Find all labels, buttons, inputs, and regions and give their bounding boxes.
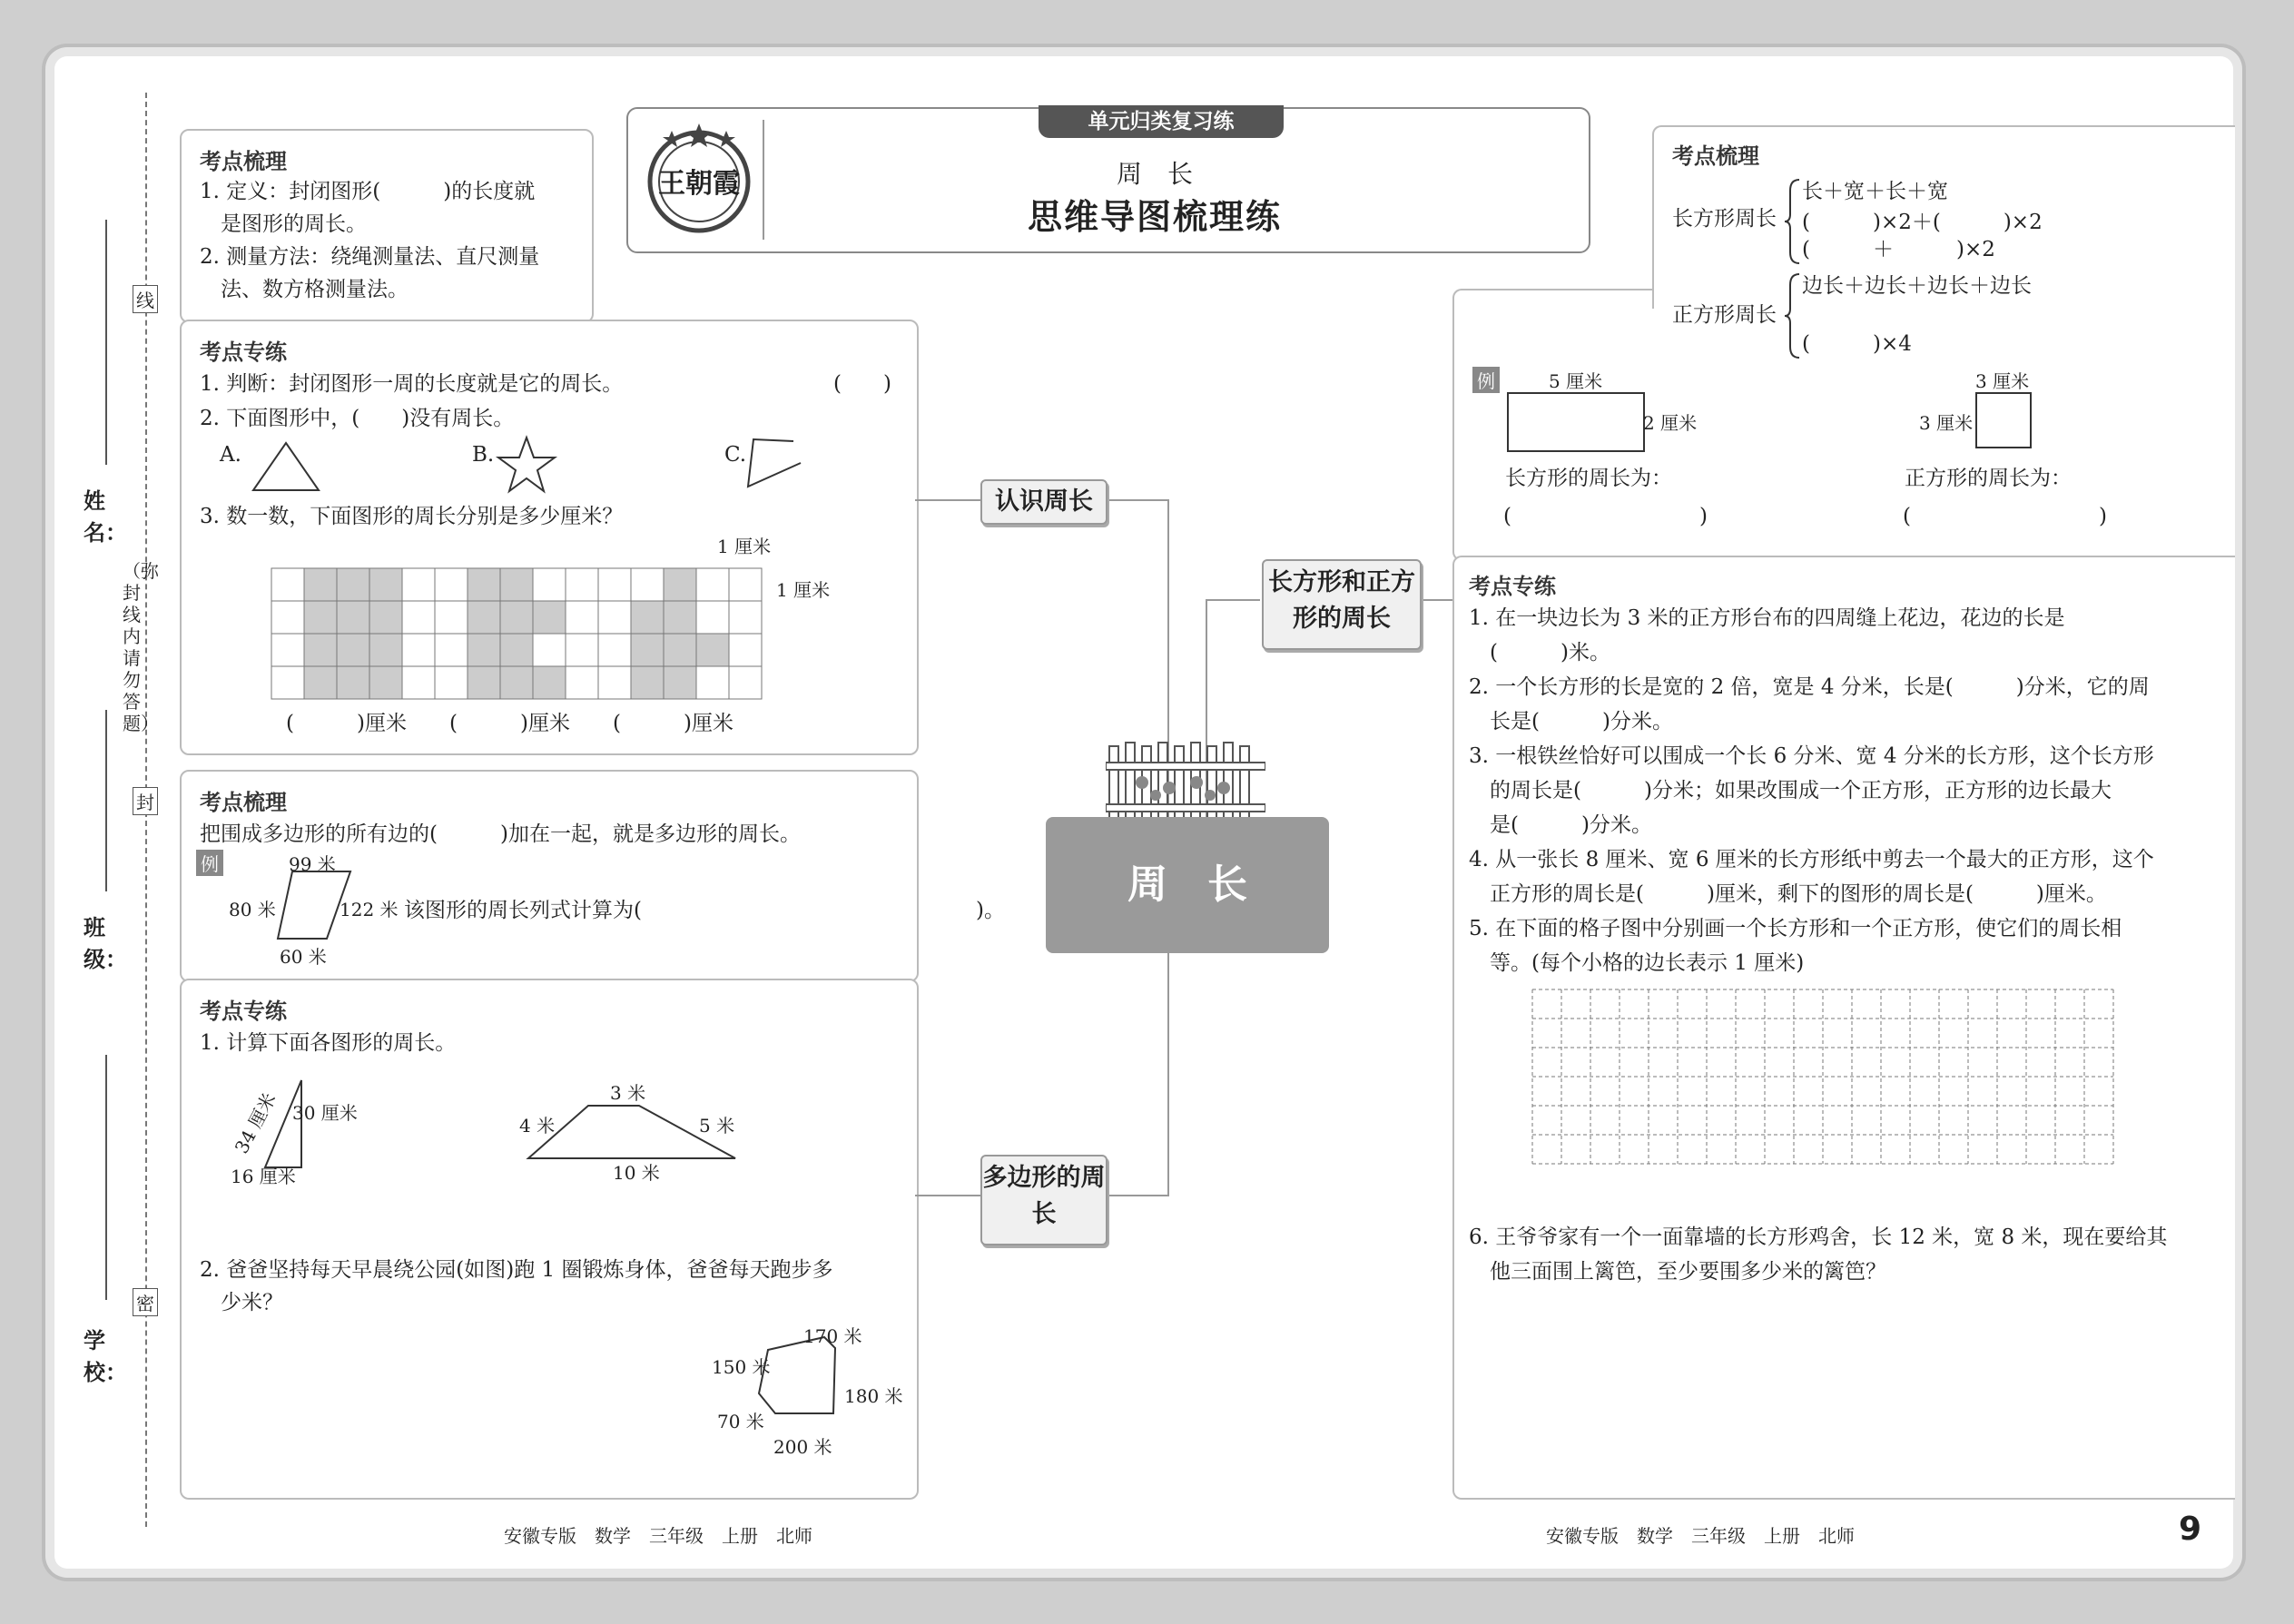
line-9: 正方形的周长是( )厘米，剩下的图形的周长是( )厘米。 (1469, 882, 2107, 906)
option-a-label: A. (220, 443, 241, 467)
grid-cell (271, 666, 304, 699)
grid-cell (468, 601, 500, 634)
trap-bottom-label: 10 米 (613, 1162, 660, 1184)
line-2: ( )米。 (1469, 641, 1610, 664)
connector (915, 499, 986, 501)
unit-label-side: 1 厘米 (776, 579, 831, 601)
line-5: 3. 一根铁丝恰好可以围成一个长 6 分米、宽 4 分米的长方形，这个长方形 (1469, 744, 2154, 768)
park-upper-left-label: 150 米 (712, 1356, 771, 1378)
line-6: 的周长是( )分米；如果改围成一个正方形，正方形的边长最大 (1469, 779, 2112, 802)
section-heading: 考点梳理 (200, 790, 287, 815)
cut-mark-top: 线 (133, 285, 158, 313)
trap-left-label: 4 米 (519, 1115, 556, 1137)
grid-cell (598, 634, 631, 666)
rect-formula-1: 长＋宽＋长＋宽 (1802, 180, 1948, 203)
grid-cell (337, 634, 369, 666)
connector (1206, 599, 1260, 601)
answer-2[interactable]: ( )厘米 (449, 712, 570, 735)
connector (1104, 1195, 1169, 1196)
grid-cell (468, 568, 500, 601)
grid-cell (664, 666, 696, 699)
section-heading: 考点梳理 (200, 149, 287, 174)
grid-cell (664, 568, 696, 601)
star-shape (495, 435, 558, 497)
polygon-definition: 把围成多边形的所有边的( )加在一起，就是多边形的周长。 (200, 822, 801, 846)
binding-strip (54, 56, 182, 1569)
drawing-grid[interactable] (1531, 988, 2115, 1180)
grid-cell (369, 601, 402, 634)
quadrilateral-shape (272, 868, 363, 942)
page-title: 思维导图梳理练 (1027, 197, 1282, 237)
park-top-label: 170 米 (803, 1325, 862, 1347)
grid-cell (304, 634, 337, 666)
grid-cell (500, 601, 533, 634)
grid-cell (696, 601, 729, 634)
grid-cell (337, 601, 369, 634)
answer-3[interactable]: ( )厘米 (613, 712, 733, 735)
connector (1167, 953, 1169, 1196)
grid-cell (500, 666, 533, 699)
square-top-label: 3 厘米 (1975, 370, 2030, 392)
grid-cell (271, 568, 304, 601)
tri-base-label: 16 厘米 (231, 1166, 296, 1187)
square-answer[interactable]: ( ) (1903, 505, 2107, 528)
grid-cell (729, 568, 762, 601)
grid-cell (664, 601, 696, 634)
square-side-label: 3 厘米 (1919, 412, 1974, 434)
grid-cell (435, 666, 468, 699)
grid-cell (566, 568, 598, 601)
grid-cell (500, 568, 533, 601)
grid-cell (631, 568, 664, 601)
line-8: 4. 从一张长 8 厘米、宽 6 厘米的长方形纸中剪去一个最大的正方形，这个 (1469, 848, 2154, 871)
footer-right: 安徽专版 数学 三年级 上册 北师 (1546, 1525, 1855, 1547)
logo-lettering: 王朝霞 (658, 168, 740, 200)
grid-cell (271, 634, 304, 666)
question-1: 1. 计算下面各图形的周长。 (200, 1031, 457, 1055)
line-4: 长是( )分米。 (1469, 710, 1673, 733)
grid-cell (598, 601, 631, 634)
class-label: 班级： (84, 915, 127, 972)
branch-recognize: 认识周长 (980, 479, 1108, 525)
grid-cell (598, 568, 631, 601)
rect-perimeter-label: 长方形周长 (1672, 207, 1777, 231)
answer-paren-1[interactable]: ( ) (833, 372, 891, 396)
question-2-line-2: 少米？ (200, 1291, 283, 1314)
calc-prompt: 该图形的周长列式计算为( )。 (404, 899, 1005, 922)
connector (1104, 499, 1169, 501)
grid-cell (533, 634, 566, 666)
park-lower-left-label: 70 米 (717, 1411, 764, 1432)
grid-cell (631, 601, 664, 634)
section-heading: 考点梳理 (1672, 143, 1759, 169)
grid-cell (304, 601, 337, 634)
method-line-2: 法、数方格测量法。 (200, 278, 409, 301)
question-6-line-2: 他三面围上篱笆，至少要围多少米的篱笆？ (1469, 1260, 1886, 1284)
footer-left: 安徽专版 数学 三年级 上册 北师 (504, 1525, 812, 1547)
grid-cell (402, 634, 435, 666)
quad-bottom-label: 60 米 (280, 946, 327, 968)
grid-cell (566, 601, 598, 634)
square-formula-2: ( )×4 (1802, 332, 1912, 356)
grid-cell (435, 568, 468, 601)
question-2-line-1: 2. 爸爸坚持每天早晨绕公园(如图)跑 1 圈锻炼身体，爸爸每天跑步多 (200, 1258, 833, 1282)
left-review-2 (180, 770, 1005, 982)
grid-cell (631, 634, 664, 666)
line-11: 等。(每个小格的边长表示 1 厘米) (1469, 951, 1805, 975)
grid-cell (435, 601, 468, 634)
grid-cell (729, 634, 762, 666)
grid-cell (533, 568, 566, 601)
square-perimeter-label: 正方形周长 (1672, 303, 1777, 327)
rect-width-label: 2 厘米 (1643, 412, 1698, 434)
park-bottom-label: 200 米 (773, 1436, 832, 1458)
cut-mark-middle: 封 (133, 787, 158, 815)
grid-cell (729, 666, 762, 699)
center-node: 周 长 (1046, 817, 1329, 953)
grid-cell (696, 568, 729, 601)
tri-hyp-label: 34 厘米 (230, 1088, 281, 1157)
grid-cell (468, 634, 500, 666)
grid-cell (435, 634, 468, 666)
grid-cell (631, 666, 664, 699)
left-practice-2 (180, 979, 919, 1500)
question-1: 1. 判断：封闭图形一周的长度就是它的周长。 (200, 372, 624, 396)
line-7: 是( )分米。 (1469, 813, 1652, 837)
school-label: 学校： (84, 1328, 127, 1385)
grid-cell (696, 634, 729, 666)
cut-mark-bottom: 密 (133, 1288, 158, 1316)
square-formula-1: 边长＋边长＋边长＋边长 (1802, 274, 2032, 298)
brace (1785, 272, 1801, 359)
grid-cell (337, 666, 369, 699)
quad-left-label: 80 米 (229, 899, 276, 920)
question-3: 3. 数一数，下面图形的周长分别是多少厘米？ (200, 505, 624, 528)
example-badge: 例 (196, 850, 223, 876)
line-3: 2. 一个长方形的长是宽的 2 倍，宽是 4 分米，长是( )分米，它的周 (1469, 675, 2150, 699)
grid-figure (271, 557, 779, 703)
tri-height-label: 30 厘米 (292, 1102, 358, 1124)
grid-cell (304, 666, 337, 699)
grid-cell (271, 601, 304, 634)
grid-cell (696, 666, 729, 699)
question-6-line-1: 6. 王爷爷家有一个一面靠墙的长方形鸡舍，长 12 米，宽 8 米，现在要给其 (1469, 1225, 2168, 1249)
rect-length-label: 5 厘米 (1549, 370, 1603, 392)
brand-logo (645, 120, 764, 240)
option-c-label: C. (724, 443, 747, 467)
definition-line-2: 是图形的周长。 (200, 212, 367, 236)
square-perimeter-question: 正方形的周长为： (1905, 467, 2072, 490)
brace (1785, 178, 1801, 265)
page-number: 9 (2179, 1511, 2202, 1548)
example-badge: 例 (1472, 367, 1500, 393)
grid-cell (337, 568, 369, 601)
grid-cell (369, 634, 402, 666)
example-rectangle (1507, 392, 1645, 452)
right-practice (1452, 556, 2235, 1500)
grid-cell (402, 666, 435, 699)
grid-cell (304, 568, 337, 601)
grid-cell (566, 666, 598, 699)
rect-formula-3: ( ＋ )×2 (1802, 238, 1995, 261)
line-10: 5. 在下面的格子图中分别画一个长方形和一个正方形，使它们的周长相 (1469, 917, 2122, 940)
header-tag: 单元归类复习练 (1039, 105, 1284, 138)
trap-top-label: 3 米 (610, 1082, 646, 1104)
triangle-shape (250, 439, 322, 496)
grid-cell (369, 666, 402, 699)
rect-formula-2: ( )×2＋( )×2 (1802, 211, 2043, 234)
grid-cell (598, 666, 631, 699)
unit-label-top: 1 厘米 (717, 536, 772, 557)
branch-rect-square: 长方形和正方形的周长 (1262, 559, 1422, 650)
method-line-1: 2. 测量方法：绕绳测量法、直尺测量 (200, 245, 540, 269)
quad-right-label: 122 米 (340, 899, 399, 920)
rect-answer[interactable]: ( ) (1503, 505, 1708, 528)
grid-cell (468, 666, 500, 699)
section-heading: 考点专练 (200, 340, 287, 365)
section-heading: 考点专练 (1469, 574, 1556, 599)
section-heading: 考点专练 (200, 999, 287, 1024)
answer-1[interactable]: ( )厘米 (286, 712, 407, 735)
grid-cell (533, 666, 566, 699)
header-banner (626, 107, 1590, 253)
grid-cell (369, 568, 402, 601)
grid-cell (500, 634, 533, 666)
park-right-label: 180 米 (844, 1385, 903, 1407)
grid-cell (402, 601, 435, 634)
grid-cell (566, 634, 598, 666)
branch-polygon: 多边形的周长 (980, 1155, 1108, 1245)
rect-perimeter-question: 长方形的周长为： (1505, 467, 1672, 490)
connector (915, 1195, 986, 1196)
open-shape (744, 436, 808, 492)
trap-right-label: 5 米 (699, 1115, 735, 1137)
line-1: 1. 在一块边长为 3 米的正方形台布的四周缝上花边，花边的长是 (1469, 606, 2065, 630)
left-review-1 (180, 129, 594, 323)
seal-notice: （弥封线内请勿答题） (123, 560, 159, 734)
example-square (1975, 392, 2032, 448)
grid-cell (729, 601, 762, 634)
grid-cell (664, 634, 696, 666)
left-practice-1 (180, 320, 919, 755)
option-b-label: B. (472, 443, 495, 467)
name-label: 姓名： (84, 488, 127, 546)
quad-top-label: 99 米 (289, 853, 336, 875)
question-2: 2. 下面图形中，( )没有周长。 (200, 407, 515, 430)
header-subtitle: 周 长 (1116, 159, 1193, 189)
grid-cell (402, 568, 435, 601)
definition-line-1: 1. 定义：封闭图形( )的长度就 (200, 180, 536, 203)
grid-cell (533, 601, 566, 634)
